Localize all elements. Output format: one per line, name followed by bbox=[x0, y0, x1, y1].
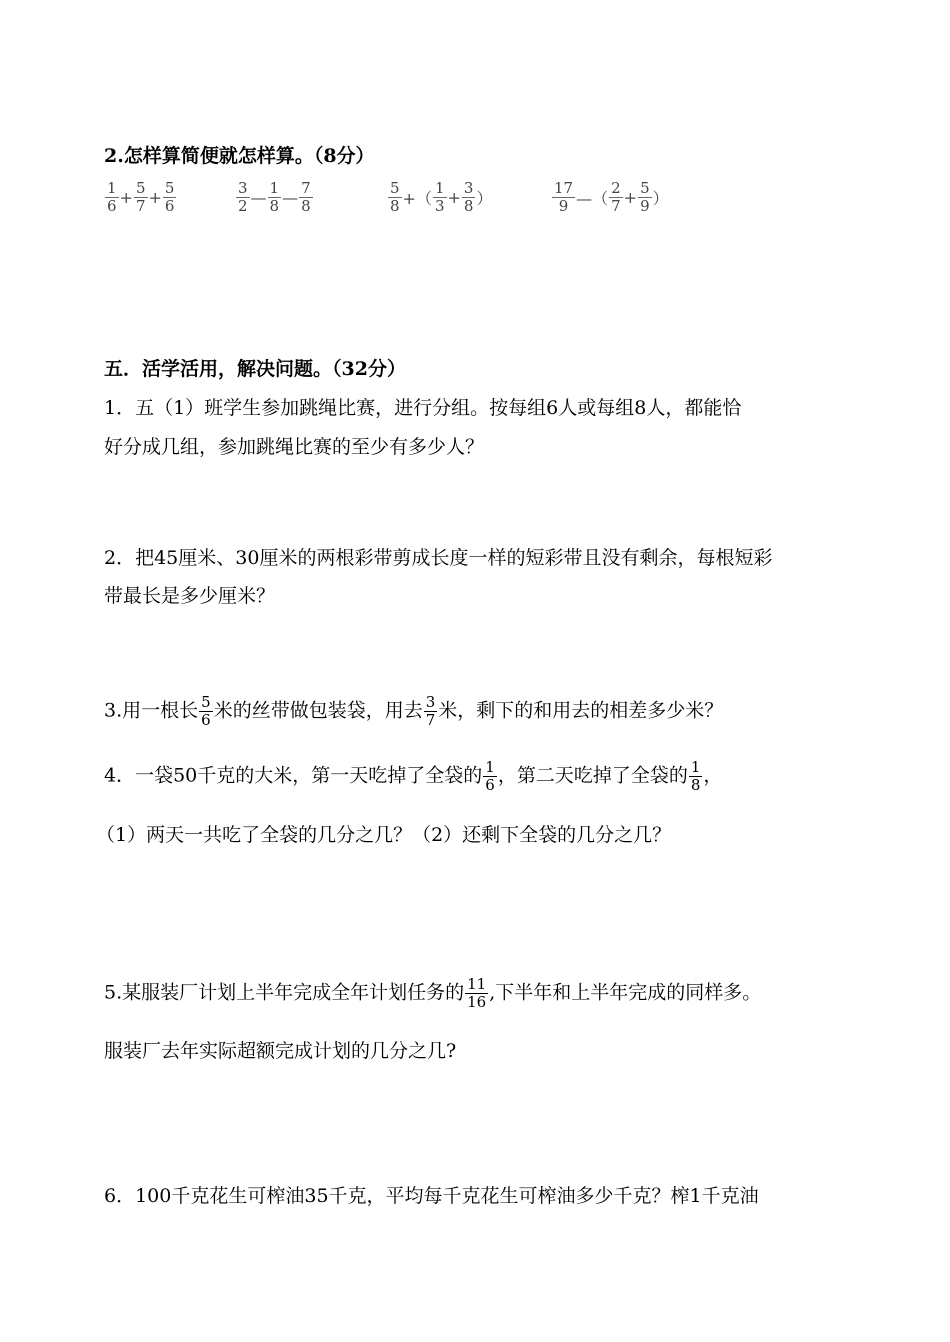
expression-3: $\frac{5}{8}$ +（ $\frac{1}{3}$ + $\frac{3}{8}$ ） bbox=[390, 179, 493, 215]
question-4-line-2: （1）两天一共吃了全袋的几分之几？（2）还剩下全袋的几分之几？ bbox=[96, 824, 672, 846]
expression-4: $\frac{17}{9}$ —（ $\frac{2}{7}$ + $\frac{5}{9}$ ） bbox=[554, 179, 669, 215]
question-1-line-1: 1．五（1）班学生参加跳绳比赛，进行分组。按每组6人或每组8人，都能恰 bbox=[104, 397, 742, 419]
question-2-line-2: 带最长是多少厘米？ bbox=[104, 585, 276, 607]
question-2-line-1: 2．把45厘米、30厘米的两根彩带剪成长度一样的短彩带且没有剩余，每根短彩 bbox=[104, 547, 773, 569]
fraction: $\frac{5}{6}$ bbox=[164, 179, 175, 215]
question-3: 3.用一根长 $\frac{5}{6}$ 米的丝带做包装袋，用去 $\frac{3}{7}$ 米，剩下的和用去的相差多少米？ bbox=[104, 693, 724, 729]
fraction: $\frac{3}{8}$ bbox=[463, 179, 474, 215]
fraction: $\frac{1}{6}$ bbox=[107, 179, 117, 215]
section-5-title: 五．活学活用，解决问题。（32分） bbox=[104, 358, 406, 380]
fraction: $\frac{1}{3}$ bbox=[434, 179, 445, 215]
fraction: $\frac{5}{6}$ bbox=[201, 693, 211, 729]
fraction: $\frac{17}{9}$ bbox=[554, 179, 574, 215]
fraction: $\frac{5}{7}$ bbox=[135, 179, 146, 215]
fraction: $\frac{2}{7}$ bbox=[611, 179, 621, 215]
fraction: $\frac{1}{6}$ bbox=[485, 758, 495, 794]
expression-1: $\frac{1}{6}$ + $\frac{5}{7}$ + $\frac{5}{6}$ bbox=[107, 179, 175, 215]
fraction: $\frac{3}{7}$ bbox=[425, 693, 436, 729]
question-4-line-1: 4．一袋50千克的大米，第一天吃掉了全袋的 $\frac{1}{6}$ ，第二天吃掉了全袋的 $\frac{1}{8}$ ， bbox=[104, 758, 723, 794]
expression-2: $\frac{3}{2}$ — $\frac{1}{8}$ — $\frac{7}{8}$ bbox=[238, 179, 311, 215]
question-5-line-1: 5.某服装厂计划上半年完成全年计划任务的 $\frac{11}{16}$ ,下半年和上半年完成的同样多。 bbox=[104, 975, 762, 1011]
question-1-line-2: 好分成几组，参加跳绳比赛的至少有多少人？ bbox=[104, 436, 485, 458]
fraction: $\frac{1}{8}$ bbox=[690, 758, 701, 794]
section-2-title: 2.怎样算简便就怎样算。（8分） bbox=[104, 145, 375, 167]
fraction: $\frac{5}{8}$ bbox=[390, 179, 400, 215]
fraction: $\frac{11}{16}$ bbox=[467, 975, 487, 1011]
fraction: $\frac{1}{8}$ bbox=[269, 179, 280, 215]
fraction: $\frac{3}{2}$ bbox=[238, 179, 248, 215]
question-5-line-2: 服装厂去年实际超额完成计划的几分之几? bbox=[104, 1040, 457, 1062]
fraction: $\frac{7}{8}$ bbox=[301, 179, 311, 215]
question-6-line-1: 6．100千克花生可榨油35千克，平均每千克花生可榨油多少千克？榨1千克油 bbox=[104, 1185, 759, 1207]
fraction: $\frac{5}{9}$ bbox=[640, 179, 650, 215]
